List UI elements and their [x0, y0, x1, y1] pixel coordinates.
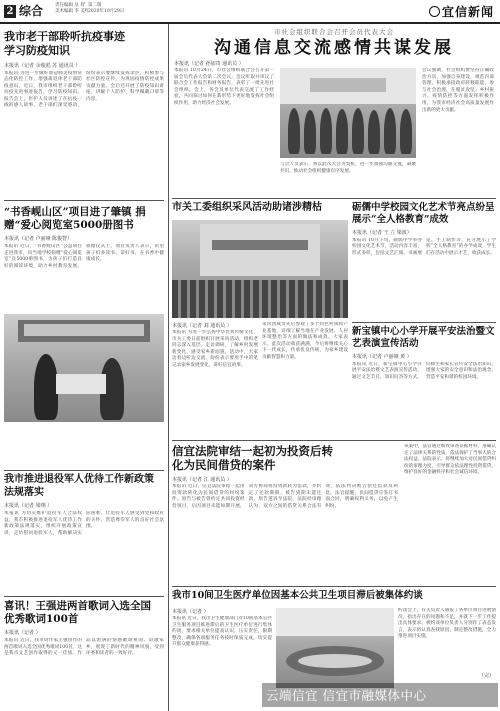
article-byline: 本报讯（记者 余俊彪 苏 通讯员 ）	[4, 62, 81, 69]
article-byline: 本报讯（记者 王 立 梁波）	[352, 229, 412, 236]
section-rule	[352, 322, 496, 323]
section-rule	[172, 440, 496, 441]
article-byline: 本报讯（记者 刘 通讯员 ）	[172, 323, 232, 329]
masthead-meta-right	[88, 3, 148, 15]
article-byline: 本报讯（记者 ）	[4, 630, 41, 637]
article-a2	[172, 28, 496, 198]
article-title: 新宝镇中心小学开展平安法治暨文艺表演宣传活动	[352, 326, 495, 349]
article-body: 本报讯 近日，我市词作家王强创作的两首歌词入选全国优秀歌词100首，这是我市文艺创作取得的又一佳绩。作品以饱满的情感歌颂祖国、讴歌家乡，展现了新时代的精神风貌，受到评委和读者的一致好评。	[4, 638, 164, 657]
article-title: 沟通信息交流感情共谋发展	[214, 38, 454, 59]
article-body-right: 该案中，法官通过细致审查证据材料，准确认定了法律关系的性质，依法保护了当事人的合法权益。法院表示，将继续加大对民间借贷纠纷的审理力度，引导群众依法理性投资借贷，维护良好的金融秩序和社会诚信环境。	[404, 444, 496, 476]
corner-note: （完）	[478, 673, 494, 679]
section-rule	[172, 586, 496, 587]
article-body: 本报讯 10月下旬，砺儒中学举办校园文化艺术节，活动内容丰富，形式多样，包括文艺汇演、书画展览、手工制作等，充分展示了学校“全人格教育”的办学成效，学生们在活动中展示才艺，收获成长。	[352, 237, 496, 256]
section-rule	[4, 596, 164, 597]
article-a1	[4, 30, 164, 195]
designer-credit: 美术编辑 李 美红	[55, 9, 90, 14]
section-rule	[4, 470, 164, 471]
article-a9	[4, 600, 164, 708]
article-byline: 本报讯（记者 梁翔 ）	[4, 503, 53, 509]
section-rule	[172, 198, 496, 199]
article-body: 本报讯 10月24日，市社会组织联合会召开第一届会员代表大会第二次会议。会议听取并审议了联合会工作报告和财务报告，表彰了一批先进社会组织。会上，各会员单位代表交流了工作经验，共同探讨如何在新形势下更好地发挥社会组织作用，助力经济社会发展。	[174, 68, 274, 106]
paper-name: 宜信新闻	[441, 5, 494, 19]
article-byline: 本报讯（记者 孙加贵 通讯员 ）	[174, 61, 244, 67]
article-a7	[4, 474, 164, 592]
photo-conference-room	[276, 608, 394, 688]
article-byline: 本报讯（记者 卢丽娅 陈俊智）	[4, 236, 73, 243]
page-index: 第二版	[88, 3, 102, 8]
article-byline: 本报讯（记者 江 通讯员 ）	[172, 477, 232, 483]
article-body: 本报讯 为进一步做好新冠肺炎疫情常态化防控工作，增强离退休老干部防疫意识，近日，我市组织老干部聆听抗疫先进事迹报告，学习防疫知识。报告会上，医护人员讲述了在抗疫一线的感人故事，老干部们深受感动，纷纷表示要继续发挥余热，积极参与社区防控宣传，为巩固疫情防控成果贡献力量。会后还开展了防疫知识讲座，讲解个人防护、科学佩戴口罩等内容。	[4, 70, 164, 109]
article-a4	[172, 202, 348, 442]
article-body-right: 会议强调，社会组织要坚持正确政治方向，加强自身建设，规范内部管理，积极承接政府转移职能，参与社会治理，在脱贫攻坚、乡村振兴、疫情防控等方面发挥积极作用，为我市经济社会高质量发展作出新的更大贡献。	[422, 68, 494, 113]
logo-icon	[429, 6, 440, 17]
article-body: 本报讯 近日，信宜法院审结一起由投资款转化为民间借贷的纠纷案件。原告与被告曾约定共同投资经营项目，后因项目未能如期开展，双方协商将投资款转为借款，并约定了还款期限。被告到期未能还款，原告遂诉至法院。法院经审理认为，双方之间的借贷关系合法有效，依法判决被告偿还借款及利息。法官提醒，民间借贷应签订书面合同，明确权利义务，以免产生纠纷。	[172, 484, 398, 509]
article-title: 喜讯！王强进两首歌词入选全国优秀歌词100首	[4, 600, 151, 626]
article-body-right: 约谈会上，有关负责人通报了各单位项目进展情况，指出存在的问题和不足，并就下一步工作提出具体要求。被约谈单位负责人分别作了表态发言，表示将认真查找原因，制定整改措施，全力推进项目实施。	[398, 608, 496, 640]
article-byline: 本报讯（记者 ）	[172, 609, 209, 615]
masthead	[0, 0, 500, 24]
article-a6	[352, 326, 496, 436]
article-body: 本报讯 为切实维护退役军人合法权益，我市积极推进退役军人优待工作新政策法规落实，组织开展政策宣讲，走访慰问退役军人，帮助解决实际困难，让退役军人感受到党和政府的关怀，营造尊崇军人的良好社会氛围。	[4, 511, 164, 536]
watermark-text: 云端信宜 信宜市融媒体中心	[266, 688, 427, 703]
article-byline: 本报讯（记者 卢丽娅 黄 ）	[352, 353, 412, 360]
section-label: 综合	[19, 4, 44, 18]
article-body-cont: 采风团成员先后参观了多个特色村镇和产业基地，详细了解当地在产业发展、人居环境整治等方面的做法和成效。大家表示，此次活动收获满满，今后将继续关心下一代成长，传承优良传统，为家乡建设贡献智慧和力量。	[262, 322, 348, 360]
photo-group-meeting	[280, 68, 416, 158]
masthead-rule	[0, 22, 500, 24]
article-a8	[172, 444, 496, 584]
article-title: 我市10间卫生医疗单位因基本公共卫生项目滞后被集体约谈	[172, 590, 423, 601]
photo-reading-room-donation	[4, 314, 164, 422]
article-a5	[352, 202, 496, 322]
section-rule	[4, 200, 164, 201]
article-kicker: 市社会组织联合会召开会员代表大会	[274, 28, 394, 36]
paper-logo	[429, 3, 494, 20]
article-body: 本报讯 近日，新宝镇中心小学开展平安法治暨文艺表演宣传活动，通过文艺节目、知识问答等方式，向师生和家长宣传安全法治知识，增强大家的安全意识和法治观念，营造平安和谐的校园环境。	[352, 361, 496, 380]
article-title: 砺儒中学校园文化艺术节亮点纷呈展示“全人格教育”成效	[352, 202, 495, 225]
page-number-badge: 2	[4, 5, 16, 18]
article-body: 本报讯 近日，“书香岘山区”公益项目走进我市，向当地学校捐赠“爱心阅览室”及5000册图书，为孩子们打造良好的阅读环境，助力乡村教育发展。捐赠仪式上，项目负责人表示，希望孩子们多读书、读好书，在书香中健康成长。	[4, 244, 164, 270]
article-title: 我市老干部聆听抗疫事迹学习防疫知识	[4, 30, 125, 57]
article-body: 本报讯 近日，我市卫生健康部门对10间基本公共卫生服务项目推进滞后的卫生医疗单位进行集体约谈，要求相关单位提高认识，压实责任，限期整改，确保各项服务任务按时保质完成，切实提升群众健康获得感。	[172, 616, 272, 648]
article-a3	[4, 206, 164, 466]
editor-credit: 责任编辑 皇 智	[55, 3, 85, 8]
photo-group-building	[172, 220, 348, 318]
article-title: 信宜法院审结一起初为投资后转化为民间借贷的案件	[172, 444, 333, 473]
article-title: “书香岘山区”项目进了肇镇 捐赠“爱心阅览室5000册图书	[4, 206, 146, 232]
article-title: 市关工委组织采风活动助诸涉精枯	[172, 202, 322, 213]
article-title: 我市推进退役军人优待工作新政策法规落实	[4, 474, 154, 498]
column-divider	[168, 24, 169, 711]
article-body-cont: 与会人员表示，将以此次大会为契机，进一步加强沟通交流，凝聚共识，推动社会组织健康有序发展。	[280, 162, 416, 174]
issue-date: 2020年10月29日	[88, 9, 125, 14]
article-body: 本报讯 为进一步弘扬中华优秀传统文化，市关工委日前组织开展采风活动，组织老同志深入基层，走访调研，了解乡村发展新变化，感受家乡新面貌。活动中，大家边看边听边交流，纷纷表示要用手中的笔记录家乡发展变化，讲好信宜故事。	[172, 330, 258, 368]
